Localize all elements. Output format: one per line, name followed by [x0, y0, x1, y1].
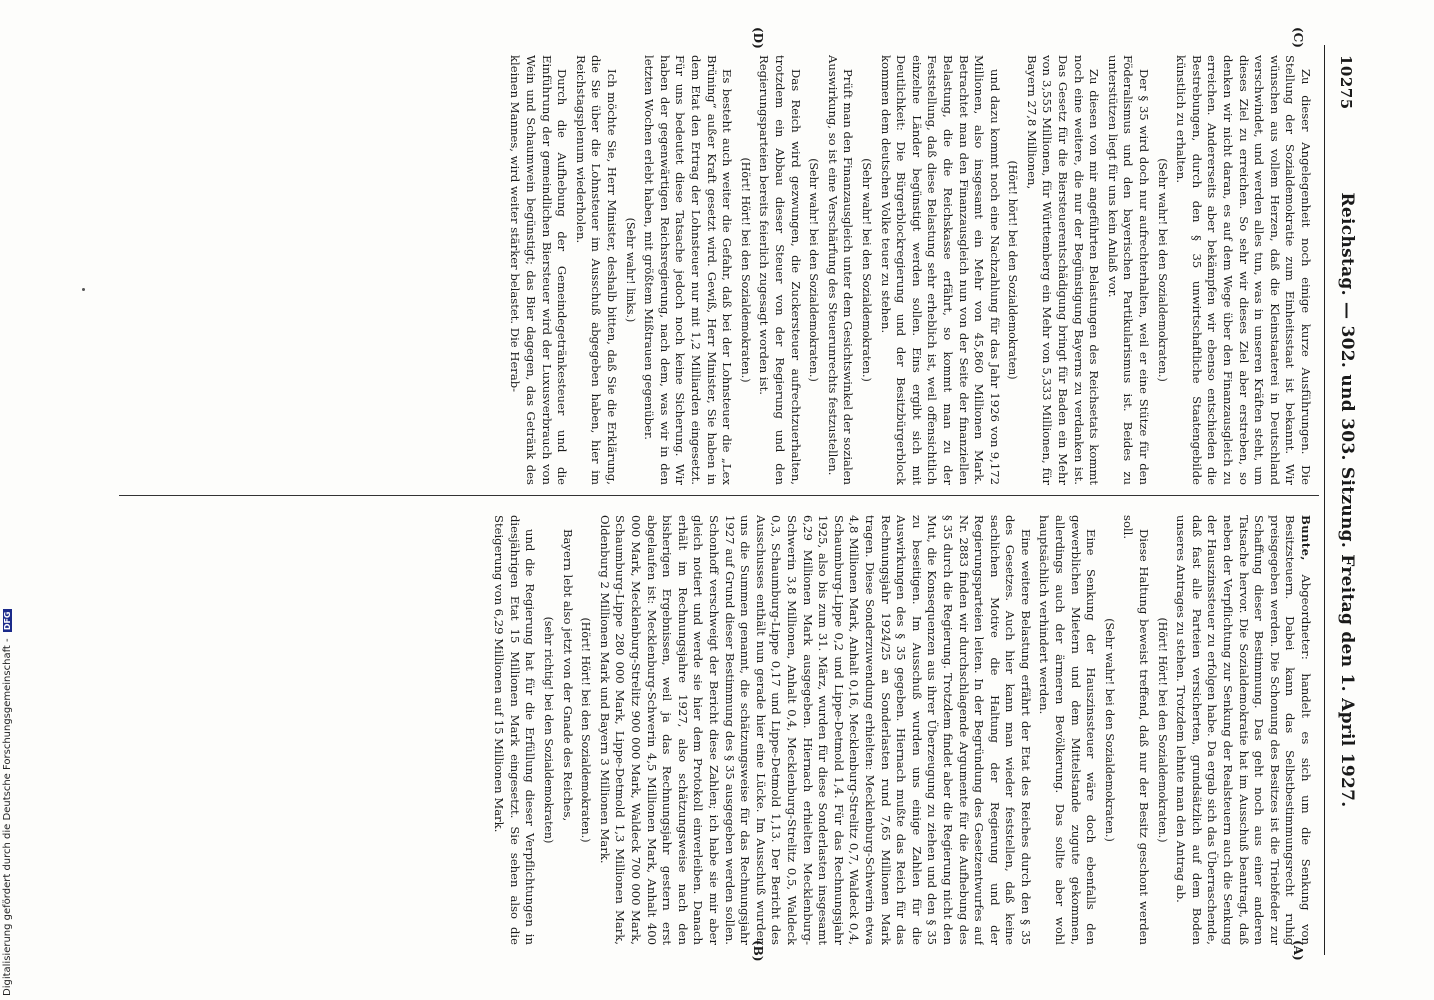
dfg-credit [2, 610, 13, 997]
newspaper-page [95, 27, 1365, 962]
page-header [1324, 45, 1365, 955]
paragraph: und dazu kommt noch eine Nachzahlung für das Jahr 1926 von 9,172 Millionen, also insgesamt ein Mehr von 45,860 Millionen Mark. Betrachtet man den Finanzausgleich nun von der Seite der finanziellen Belastung, die die Reichskasse erfährt, so kommt man zu der Feststellung, daß diese Belastung sehr erheblich ist, weil offensichtlich einzelne Länder begünstigt werden sollen. Eins ergibt sich mit Deutlichkeit: Die Bürgerblockregierung und der Besitzbürgerblock kommen dem deutschen Volke teuer zu stehen. [878, 55, 1002, 485]
interjection: (sehr richtig! bei den Sozialdemokraten) [542, 616, 556, 844]
margin-marker-d: (D) [751, 27, 765, 49]
paragraph: Der § 35 wird doch nur aufrechterhalten, weil er eine Stütze für den Föderalismus und den bayerischen Partikularismus ist. Beides zu unterstützen liegt für uns kein Anlaß vor. [1105, 55, 1152, 485]
paragraph: Durch die Aufhebung der Gemeindegetränkesteuer und die Einführung der gemeindlichen Biersteuer wird der Luxusverbrauch von Wein und Schaumwein begünstigt; das Bier dagegen, das Getränk des kleinen Mannes, wird weiter stärker belastet. Die Herab- [508, 55, 570, 485]
paragraph: und die Regierung hat für die Erfüllung dieser Verpflichtungen in diesjährigen Etat 15 Millionen Mark eingesetzt. Sie sehen also die Steigerung von 6,29 Millionen auf 15 Millionen Mark. [492, 515, 538, 945]
margin-marker-b: (B) [751, 940, 765, 962]
speaker-paragraph [1173, 515, 1313, 945]
page-number: 10275 [1337, 55, 1355, 110]
scan-speck [82, 288, 85, 291]
interjection: (Sehr wahr! bei den Sozialdemokraten.) [807, 158, 821, 382]
paragraph: Zu dieser Angelegenheit noch einige kurze Ausführungen. Die Stellung der Sozialdemokratie zum Einheitsstaat ist bekannt. Wir wünschen aus vollem Herzen, daß die Kleinstaaterei in Deutschland verschwindet, und werden alles tun, was in unseren Kräften steht, um dieses Ziel zu erreichen. So sehr wir dieses Ziel aber erstreben, so denken wir nicht daran, es auf dem Wege über den Finanzausgleich zu erreichen. Andererseits aber bekämpfen wir ebenso entschieden die Bestrebungen, durch den § 35 unwirtschaftliche Staatengebilde künstlich zu erhalten. [1174, 55, 1313, 485]
column-divider [119, 495, 1319, 496]
margin-marker-c: (C) [1291, 27, 1305, 48]
interjection: (Hört! Hört! bei den Sozialdemokraten.) [579, 617, 593, 843]
paragraph-text: handelt es sich um die Senkung von Besitzsteuern. Dabei kann das Selbstbestimmungsrecht ruhig preisgegeben werden. Die Schonung des Besitzes ist die Triebfeder zur Schaffung dieser Bestimmung. Das geht noch aus einer anderen Tatsache hervor. Die Sozialdemokratie hat im Ausschuß beantragt, daß neben der Verpflichtung zur Senkung der Realsteuern auch die Senkung der Hauszinssteuer zu erfolgen habe. Da ergab sich das Überraschende, daß fast alle Parteien versicherten, grundsätzlich auf dem Boden unseres Antrages zu stehen. Trotzdem lehnte man den Antrag ab. [1174, 515, 1313, 945]
right-text-column [123, 55, 1313, 485]
paragraph: Zu diesen von mir angeführten Belastungen des Reichsetats kommt noch eine weitere, die nur der Begünstigung Bayerns zu verdanken ist. Das Gesetz für die Biersteuerentschädigung bringt für Baden ein Mehr von 3,555 Millionen, für Württemberg ein Mehr von 5,333 Millionen, für Bayern 27,8 Millionen, [1024, 55, 1102, 485]
interjection: (Hört! Hört! bei den Sozialdemokraten.) [1155, 617, 1169, 843]
speaker-role: Abgeordneter: [1299, 574, 1313, 660]
dfg-credit-text: Digitalisierung gefördert durch die Deutsche Forschungsgemeinschaft - [2, 638, 13, 996]
interjection: (Hört! Hört! bei den Sozialdemokraten.) [738, 157, 752, 383]
interjection: (Sehr wahr! bei den Sozialdemokraten.) [1155, 158, 1169, 382]
paragraph: Diese Haltung beweist treffend, daß nur der Besitz geschont werden soll. [1121, 515, 1152, 945]
interjection: (Sehr wahr! bei den Sozialdemokraten.) [1102, 618, 1116, 842]
paragraph: Eine weitere Belastung erfährt der Etat des Reiches durch den § 35 des Gesetzes. Auch hier kann man wieder feststellen, daß keine sachlichen Motive die Haltung der Regierung und der Regierungsparteien leiten. In der Begründung des Gesetzentwurfes auf Nr. 2883 finden wir durchschlagende Argumente für die Aufhebung des § 35 durch die Regierung. Trotzdem findet aber die Regierung nicht den Mut, die Konsequenzen aus ihrer Überzeugung zu ziehen und den § 35 zu beseitigen. Im Ausschuß wurden uns einige Zahlen für die Auswirkungen des § 35 gegeben. Hiernach mußte das Reich für das Rechnungsjahr 1924/25 an Sonderlasten rund 7,65 Millionen Mark tragen. Diese Sonderzuwendung erhielten: Mecklenburg-Schwerin etwa 4,8 Millionen Mark, Anhalt 0,16, Mecklenburg-Strelitz 0,7, Waldeck 0,4, Schaumburg-Lippe 0,2 und Lippe-Detmold 1,4. Für das Rechnungsjahr 1925, also bis zum 31. März, wurden für diese Sonderlasten insgesamt 6,29 Millionen Mark ausgegeben. Hiernach erhielten Mecklenburg-Schwerin 3,8 Millionen, Anhalt 0,4, Mecklenburg-Strelitz 0,5, Waldeck 0,3, Schaumburg-Lippe 0,17 und Lippe-Detmold 1,13. Der Bericht des Ausschusses enthält nun gerade hier eine Lücke. Im Ausschuß wurden uns die Summen genannt, die schätzungsweise für das Rechnungsjahr 1927 auf Grund dieser Bestimmung des § 35 ausgegeben werden sollen. Schonhoff verschweigt der Bericht diese Zahlen; ich habe sie mir aber gleich notiert und werde sie hier dem Protokoll einverleiben. Danach erhält im Rechnungsjahre 1927, also schätzungsweise nach den bisherigen Ergebnissen, weil ja das Rechnungsjahr gestern erst abgelaufen ist: Mecklenburg-Schwerin 4,5 Millionen Mark, Anhalt 400 000 Mark, Mecklenburg-Strelitz 900 000 Mark, Waldeck 700 000 Mark, Schaumburg-Lippe 280 000 Mark, Lippe-Detmold 1,3 Millionen Mark, Oldenburg 2 Millionen Mark und Bayern 3 Millionen Mark. [597, 515, 1033, 945]
paragraph: Das Reich wird gezwungen, die Zuckersteuer aufrechtzuerhalten, trotzdem ein Abbau dieser Steuer von der Regierung und den Regierungsparteien bereits feierlich zugesagt worden ist. [757, 55, 803, 485]
left-text-column [123, 515, 1313, 945]
page-title: Reichstag. — 302. und 303. Sitzung. Freitag den 1. April 1927. [1337, 192, 1357, 808]
paragraph: Es besteht auch weiter die Gefahr, daß bei der Lohnsteuer die „Lex Brüning“ außer Kraft gesetzt wird. Gewiß, Herr Minister, Sie haben in dem Etat den Ertrag der Lohnsteuer nur mit 1,2 Milliarden eingesetzt. Für uns bedeutet diese Tatsache jedoch noch keine Sicherung. Wir haben der gegenwärtigen Reichsregierung, nach dem, was wir in den letzten Wochen erlebt haben, mit größtem Mißtrauen gegenüber. [642, 55, 735, 485]
speaker-name: Bunte, [1299, 515, 1313, 561]
interjection: (Hört! hört! bei den Sozialdemokraten) [1006, 160, 1020, 380]
paragraph: Ich möchte Sie, Herr Minister, deshalb bitten, daß Sie die Erklärung, die Sie über die Lohnsteuer im Ausschuß abgegeben haben, hier im Reichstagsplenum wiederholen. [573, 55, 620, 485]
dfg-logo: DFG [3, 611, 12, 631]
margin-marker-a: (A) [1291, 940, 1305, 961]
interjection: (Sehr wahr! bei den Sozialdemokraten.) [859, 158, 873, 382]
paragraph: Bayern lebt also jetzt von der Gnade des Reiches, [560, 529, 575, 822]
paragraph: Prüft man den Finanzausgleich unter dem Gesichtswinkel der sozialen Auswirkung, so ist eine Verschärfung des Steuerunrechts festzustellen. [825, 55, 856, 485]
paragraph: Eine Senkung der Hauszinssteuer wäre doch ebenfalls den gewerblichen Mietern und dem Mittelstande zugute gekommen, allerdings auch der ärmeren Bevölkerung. Das sollte aber wohl hauptsächlich verhindert werden. [1037, 515, 1099, 945]
interjection: (Sehr wahr! links.) [623, 217, 637, 323]
